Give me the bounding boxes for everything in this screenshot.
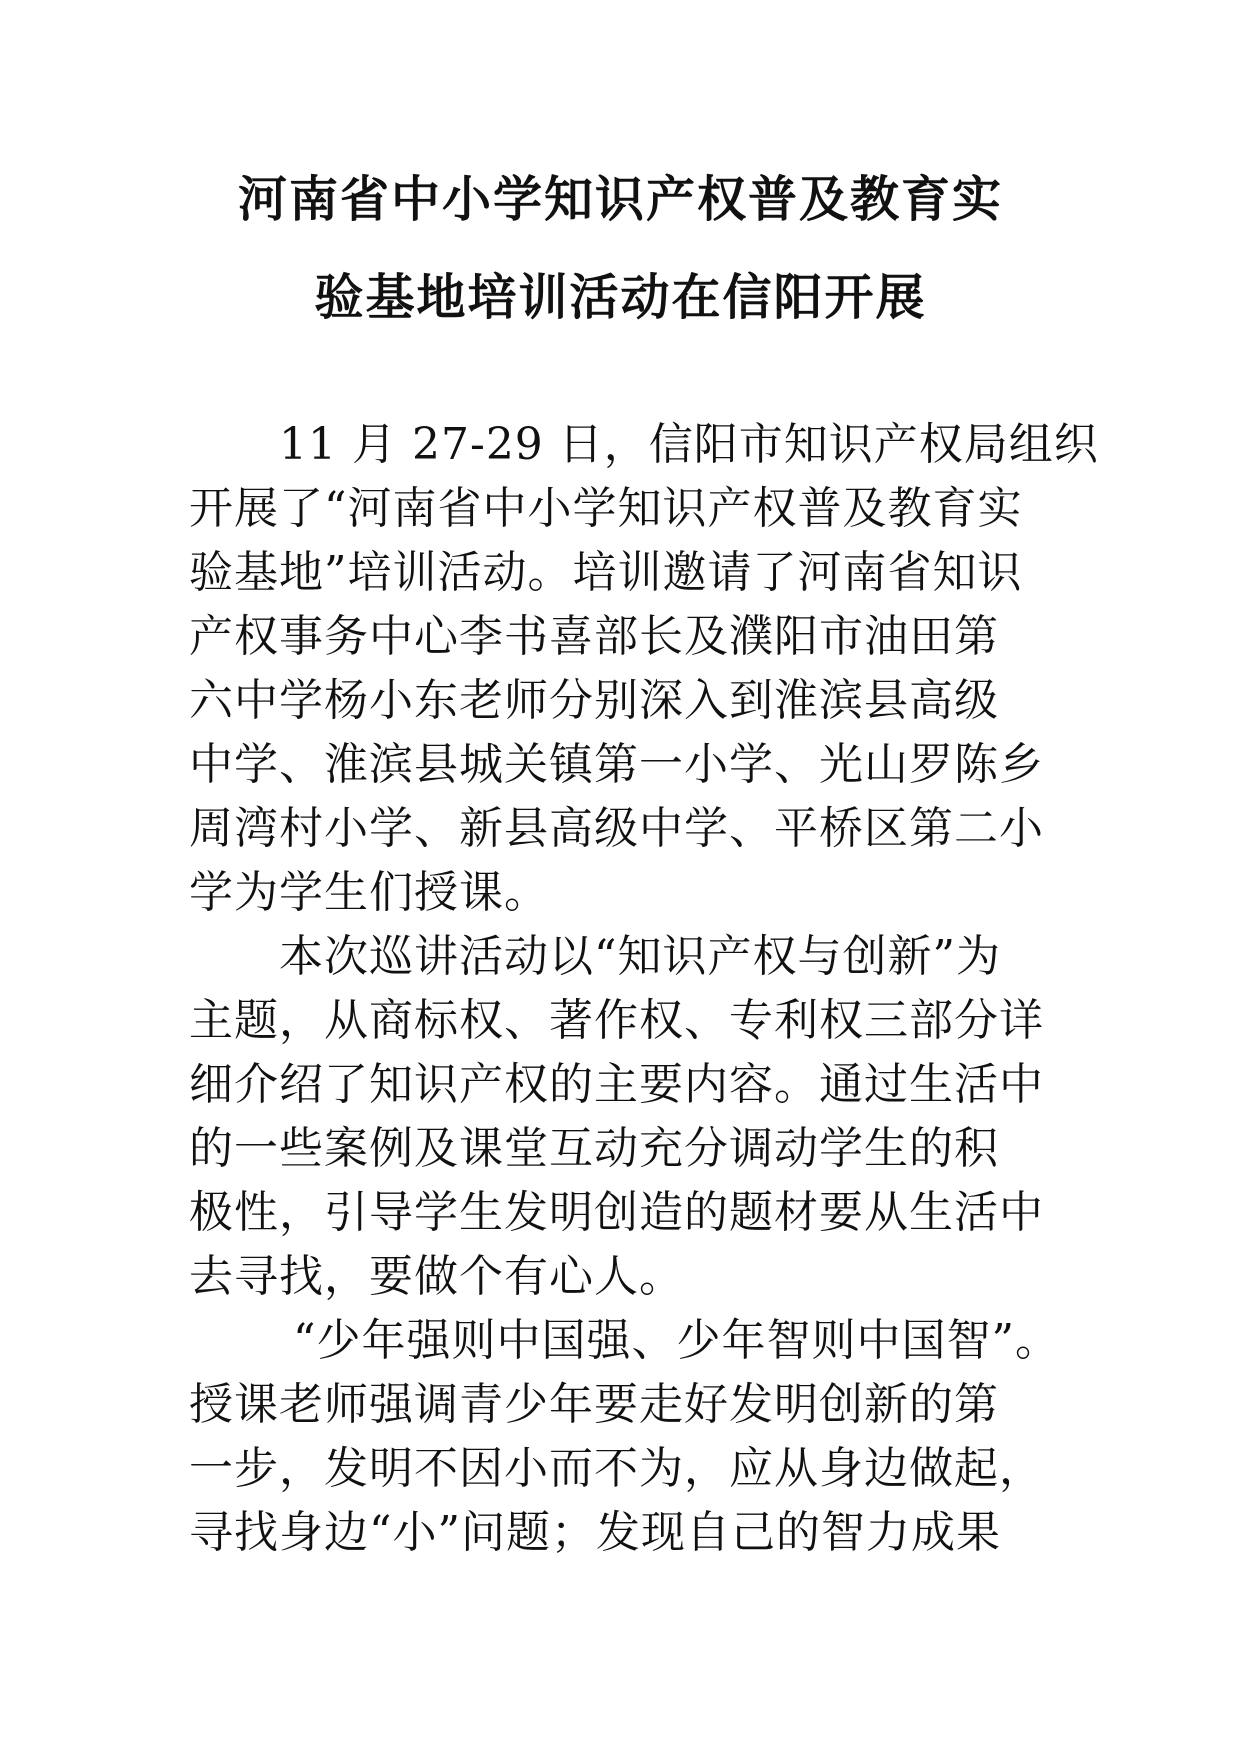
paragraph-1-line-7: 周湾村小学、新县高级中学、平桥区第二小 bbox=[189, 803, 1044, 854]
paragraph-1-line-2: 开展了“河南省中小学知识产权普及教育实 bbox=[189, 483, 1023, 534]
paragraph-2-line-6: 去寻找，要做个有心人。 bbox=[189, 1251, 684, 1302]
paragraph-2-line-1: 本次巡讲活动以“知识产权与创新”为 bbox=[279, 931, 1001, 982]
paragraph-1-line-8: 学为学生们授课。 bbox=[189, 867, 549, 918]
document-title-line-2: 验基地培训活动在信阳开展 bbox=[314, 269, 927, 326]
paragraph-2-line-3: 细介绍了知识产权的主要内容。通过生活中 bbox=[189, 1059, 1044, 1110]
paragraph-1-line-1: 11 月 27-29 日，信阳市知识产权局组织 bbox=[279, 419, 1099, 470]
paragraph-2-line-4: 的一些案例及课堂互动充分调动学生的积 bbox=[189, 1123, 999, 1174]
paragraph-3-line-3: 一步，发明不因小而不为，应从身边做起， bbox=[189, 1443, 1044, 1494]
paragraph-3-line-1: “少年强则中国强、少年智则中国智”。 bbox=[293, 1315, 1060, 1366]
paragraph-1-line-3: 验基地”培训活动。培训邀请了河南省知识 bbox=[189, 547, 1023, 598]
paragraph-1-line-6: 中学、淮滨县城关镇第一小学、光山罗陈乡 bbox=[189, 739, 1044, 790]
document-title-line-1: 河南省中小学知识产权普及教育实 bbox=[237, 171, 1003, 228]
paragraph-2-line-2: 主题，从商标权、著作权、专利权三部分详 bbox=[189, 995, 1044, 1046]
paragraph-1-line-4: 产权事务中心李书喜部长及濮阳市油田第 bbox=[189, 611, 999, 662]
document-body bbox=[189, 413, 1229, 1565]
paragraph-2-line-5: 极性，引导学生发明创造的题材要从生活中 bbox=[189, 1187, 1044, 1238]
paragraph-3-line-2: 授课老师强调青少年要走好发明创新的第 bbox=[189, 1379, 999, 1430]
paragraph-1-line-5: 六中学杨小东老师分别深入到淮滨县高级 bbox=[189, 675, 999, 726]
paragraph-3-line-4: 寻找身边“小”问题；发现自己的智力成果 bbox=[189, 1507, 1001, 1558]
